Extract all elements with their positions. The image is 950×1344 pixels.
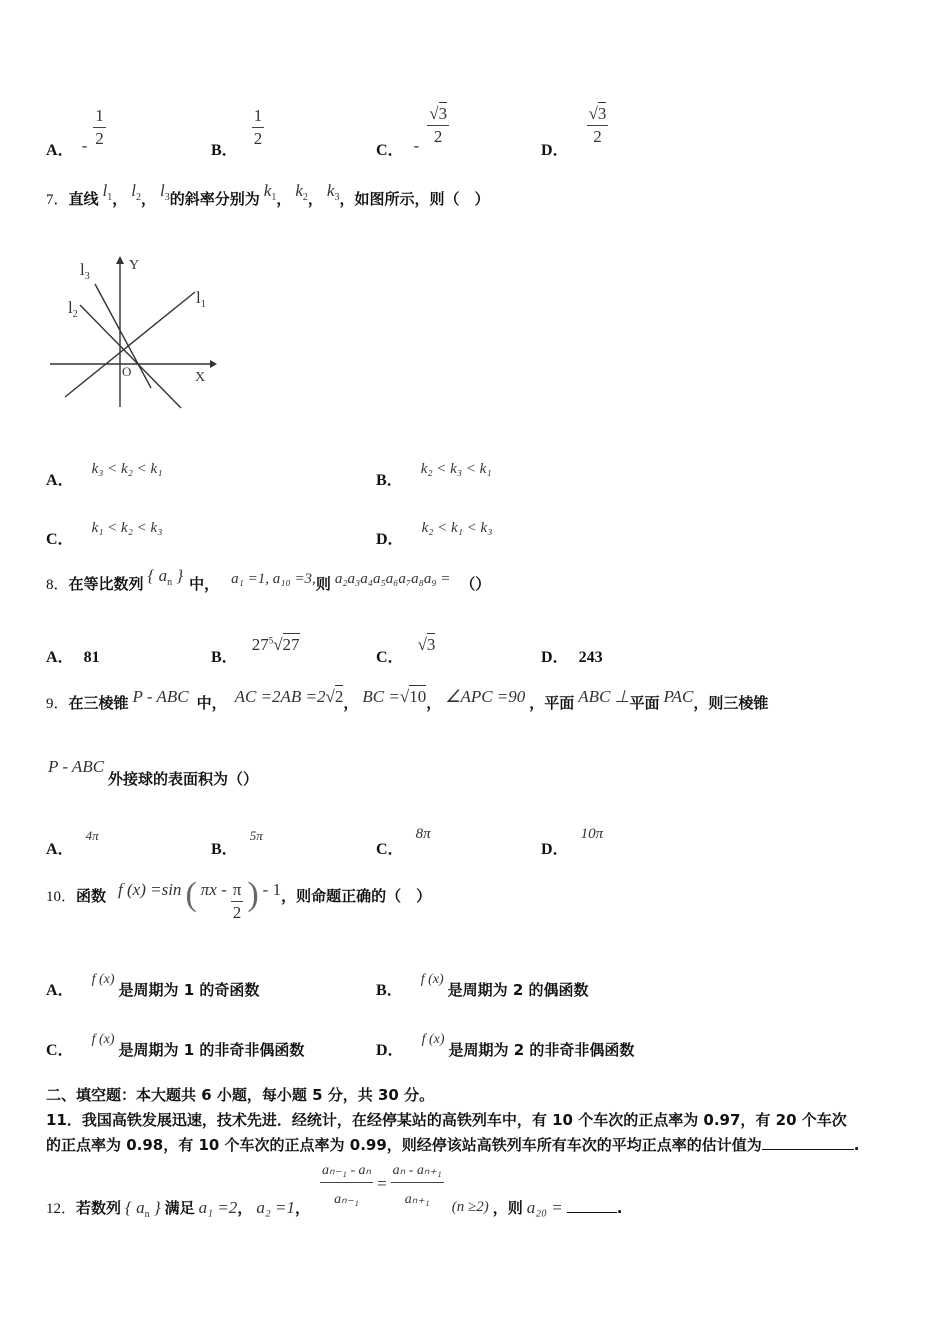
fraction: $\frac{1}{2}$	[253, 106, 263, 148]
sequence-an: { $a_n$ }	[147, 566, 184, 588]
q8-option-a[interactable]: A． 81	[46, 649, 100, 666]
fraction: $\frac{1}{2}$	[95, 106, 104, 148]
y-axis-arrow	[116, 256, 124, 264]
line-l2: $l_2$	[131, 181, 142, 203]
line-l1: $l_1$	[102, 181, 113, 203]
q12-stem: 12．若数列 { $a_n$ } 满足 a₁ =2， a₂ =1， $\frac{\text{aₙ₋₁ - aₙ}}{\text{aₙ₋₁}}$ = $\frac{\text{aₙ - aₙ₊₁}}{\text{aₙ₊₁}}$ (n ≥2) ，则 a₂₀ = .	[46, 1160, 622, 1211]
label-y: Y	[129, 258, 140, 273]
q10-option-b[interactable]: B． f (x) 是周期为 2 的偶函数	[376, 972, 589, 999]
section-heading: 二、填空题：本大题共 6 小题，每小题 5 分，共 30 分。	[46, 1086, 435, 1104]
q8-product: a₂a₃a₄a₅a₆a₇a₈a₉ =	[334, 571, 451, 587]
line-l2-graph	[80, 305, 181, 408]
slope-k2: $k_2$	[295, 181, 308, 203]
q6-option-b[interactable]	[211, 105, 264, 160]
label-l3: l	[80, 260, 85, 279]
q9-stem-line2: P - ABC 外接球的表面积为（）	[48, 757, 259, 788]
q8-option-b[interactable]: B． $27^5√27$	[211, 635, 300, 666]
q11-line1: 11．我国高铁发展迅速，技术先进．经统计，在经停某站的高铁列车中，有 10 个车次的正点率为 0.97，有 20 个车次	[46, 1111, 847, 1129]
q8-option-d[interactable]: D． 243	[541, 649, 603, 666]
q9-stem-line1: 9．在三棱锥 P - ABC 中， AC =2AB =2√2， BC =√10， ∠APC =90 ，平面 ABC ⊥平面 PAC，则三棱锥	[46, 687, 769, 712]
q7-option-c[interactable]: C． k₁ < k₂ < k₃	[46, 520, 163, 548]
option-label: A．	[46, 142, 74, 160]
minus-sign: -	[413, 136, 420, 156]
line-l1-graph	[65, 292, 195, 397]
q10-option-c[interactable]: C． f (x) 是周期为 1 的非奇非偶函数	[46, 1032, 305, 1059]
svg-text:l1: $l_1$	[196, 288, 206, 310]
q11-line2: 的正点率为 0.98，有 10 个车次的正点率为 0.99，则经停该站高铁列车所有车次的平均正点率的估计值为 .	[46, 1136, 860, 1154]
label-origin: O	[122, 364, 132, 379]
q9-option-b[interactable]: B． 5π	[211, 828, 263, 858]
q6-option-c[interactable]	[376, 103, 449, 160]
option-label: B．	[211, 142, 238, 160]
q9-option-c[interactable]: C． 8π	[376, 826, 431, 858]
x-axis-arrow	[210, 360, 217, 368]
option-label: C．	[376, 142, 404, 160]
answer-blank[interactable]	[762, 1149, 854, 1150]
answer-blank[interactable]	[567, 1212, 617, 1213]
svg-text:l3: $l_3$	[80, 260, 90, 282]
fraction: $\frac{√3}{2}$	[588, 104, 607, 146]
q9-option-a[interactable]: A． 4π	[46, 828, 99, 858]
q7-figure	[45, 250, 220, 415]
slope-k1: $k_1$	[263, 181, 277, 203]
label-l1: l	[196, 288, 201, 307]
q7-option-b[interactable]: B． k₂ < k₃ < k₁	[376, 461, 492, 489]
q7-option-d[interactable]: D． k₂ < k₁ < k₃	[376, 520, 493, 548]
fraction-2: $\frac{\text{aₙ - aₙ₊₁}}{\text{aₙ₊₁}}$	[392, 1163, 442, 1207]
minus-sign: -	[81, 136, 88, 156]
q9-option-d[interactable]: D． 10π	[541, 826, 604, 858]
q10-stem: 10．函数 f (x) =sin ( πx - $\frac{\pi}{2}$ ) - 1，则命题正确的（ ）	[46, 876, 432, 922]
q8-option-c[interactable]: C． √3	[376, 635, 436, 666]
label-x: X	[195, 370, 206, 385]
q10-option-d[interactable]: D． f (x) 是周期为 2 的非奇非偶函数	[376, 1032, 635, 1059]
svg-text:l2: $l_2$	[68, 298, 78, 320]
sequence-an: { $a_n$ }	[125, 1198, 161, 1221]
q7-stem: 7．直线 $l_1$， $l_2$， $l_3$的斜率分别为 $k_1$， $k_2$， $k_3$，如图所示，则（ ）	[46, 181, 490, 208]
fraction: $\frac{√3}{2}$	[429, 104, 448, 146]
label-l2: l	[68, 298, 73, 317]
q8-stem: 8．在等比数列 { $a_n$ } 中， a₁ =1, a₁₀ =3,则 a₂a₃a₄a₅a₆a₇a₈a₉ = （）	[46, 566, 491, 593]
fraction-1: $\frac{\text{aₙ₋₁ - aₙ}}{\text{aₙ₋₁}}$	[321, 1163, 372, 1207]
option-label: D．	[541, 142, 569, 160]
q8-condition: a₁ =1, a₁₀ =3,	[231, 571, 316, 587]
q10-option-a[interactable]: A． f (x) 是周期为 1 的奇函数	[46, 972, 260, 999]
slope-k3: $k_3$	[326, 181, 340, 203]
q6-option-d[interactable]	[541, 103, 608, 160]
q6-option-a[interactable]	[46, 105, 106, 160]
line-l3: $l_3$	[160, 181, 170, 203]
q7-option-a[interactable]: A． k₃ < k₂ < k₁	[46, 461, 163, 489]
